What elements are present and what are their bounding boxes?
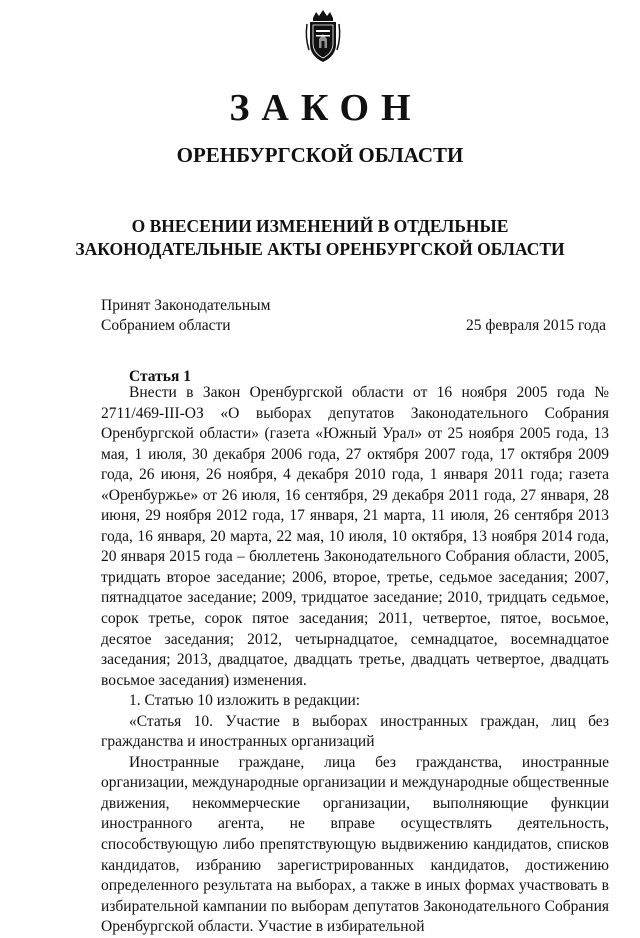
coat-of-arms-icon	[303, 8, 343, 64]
paragraph: 1. Статью 10 изложить в редакции:	[129, 692, 361, 710]
article-title: Статья 1	[129, 368, 191, 385]
document-title: ЗАКОН	[229, 87, 423, 129]
paragraph: Иностранные граждане, лица без гражданства, иностранные организации, международные организации и международные общественные движения, некоммерческие организации, выполняющие функции иностранного агента, не вправе осуществлять деятельность, способствующую либо препятствующую выдвижению кандидатов, списков кандидатов, избранию зарегистрированных кандидатов, достижению определенного результата на выборах, а также в иных формах участвовать в избирательной кампании по выборам депутатов Законодательного Собрания Оренбургской области. Участие в избирательной	[101, 753, 609, 936]
paragraph: Внести в Закон Оренбургской области от 16 ноября 2005 года № 2711/469-III-ОЗ «О выборах депутатов Законодательного Собрания Оренбургской области» (газета «Южный Урал» от 25 ноября 2005 года, 13 мая, 1 июля, 30 декабря 2006 года, 27 октября 2007 года, 17 октября 2009 года, 26 июня, 26 ноября, 4 декабря 2010 года, 1 января 2011 года; газета «Оренбуржье» от 26 июля, 16 сентября, 29 декабря 2011 года, 27 января, 28 июня, 29 ноября 2012 года, 17 января, 21 марта, 11 июля, 26 сентября 2013 года, 16 января, 20 марта, 22 мая, 10 июля, 10 октября, 13 ноября 2014 года, 20 января 2015 года – бюллетень Законодательного Собрания области, 2005, тридцать второе заседание; 2006, второе, третье, седьмое заседания; 2007, пятнадцатое заседание; 2009, тридцатое заседание; 2010, тридцать седьмое, сорок третье, сорок пятое заседания; 2011, четвертое, пятое, восьмое, десятое заседания; 2012, четырнадцатое, семнадцатое, восемнадцатое заседания; 2013, двадцатое, двадцать третье, двадцать четвертое, двадцать восьмое заседания) изменения.	[101, 384, 609, 689]
adoption-date: 25 февраля 2015 года	[465, 317, 606, 334]
adopted-line-2: Собранием области	[101, 317, 231, 334]
adopted-line-1: Принят Законодательным	[101, 297, 271, 314]
document-heading	[0, 215, 640, 261]
paragraph: «Статья 10. Участие в выборах иностранных граждан, лиц без гражданства и иностранных организаций	[101, 712, 609, 751]
heading-line-2: ЗАКОНОДАТЕЛЬНЫЕ АКТЫ ОРЕНБУРГСКОЙ ОБЛАСТИ	[75, 239, 565, 259]
heading-line-1: О ВНЕСЕНИИ ИЗМЕНЕНИЙ В ОТДЕЛЬНЫЕ	[131, 216, 509, 236]
adopted-by	[101, 296, 270, 336]
document-subtitle: ОРЕНБУРГСКОЙ ОБЛАСТИ	[176, 143, 464, 167]
document-body	[101, 383, 609, 938]
